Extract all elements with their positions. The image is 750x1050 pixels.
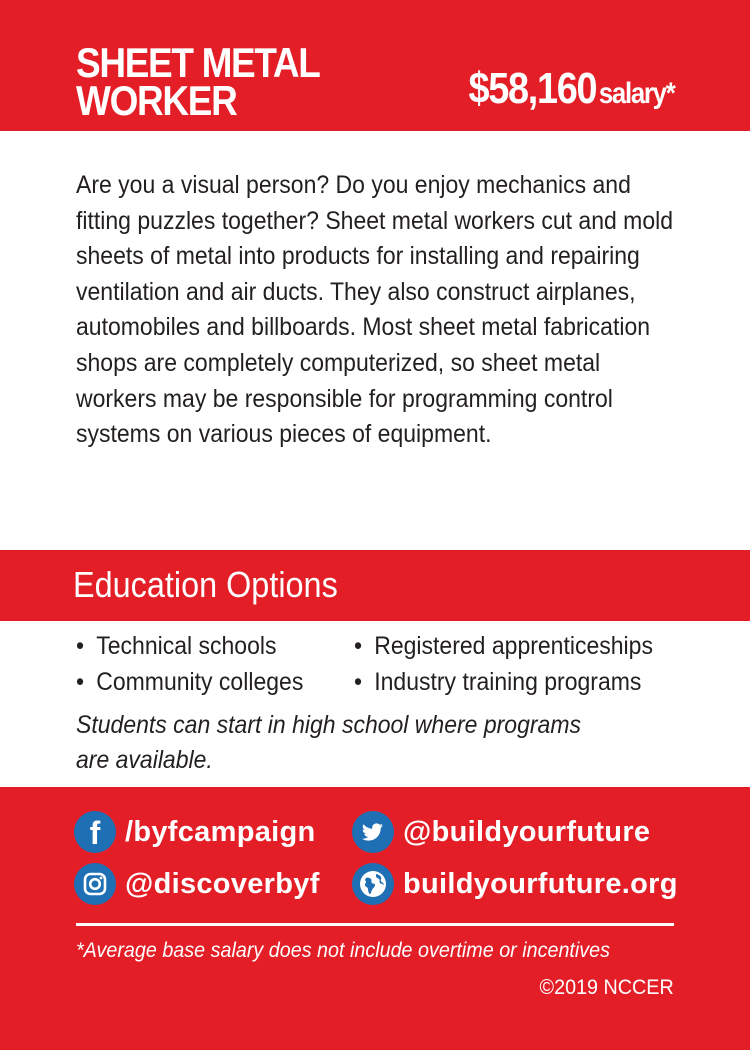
- education-title: Education Options: [73, 564, 338, 605]
- salary-disclaimer: *Average base salary does not include overtime or incentives: [76, 939, 611, 962]
- education-item-label: Technical schools: [96, 632, 277, 660]
- bullet: •: [76, 632, 85, 660]
- education-item: [76, 632, 277, 661]
- education-item: [354, 668, 641, 697]
- website-url: buildyourfuture.org: [403, 867, 678, 900]
- facebook-icon: [74, 811, 116, 853]
- job-description: Are you a visual person? Do you enjoy mechanics and fitting puzzles together? Sheet metal workers cut and mold sheets of metal into products for installing and repairing ventilation and air ducts. They also construct airplanes, automobiles and billboards. Most sheet metal fabrication shops are completely computerized, so sheet metal workers may be responsible for programming control systems on various pieces of equipment.: [76, 171, 674, 449]
- education-item: [354, 632, 653, 661]
- bullet: •: [354, 632, 363, 660]
- facebook-link[interactable]: [74, 811, 316, 853]
- header-bar: [0, 0, 750, 131]
- salary-label: salary*: [598, 77, 674, 110]
- globe-icon: [352, 863, 394, 905]
- facebook-handle: /byfcampaign: [125, 815, 316, 848]
- instagram-link[interactable]: [74, 863, 320, 905]
- salary-amount: $58,160: [468, 64, 596, 113]
- twitter-handle: @buildyourfuture: [403, 815, 651, 848]
- job-title: [76, 39, 366, 124]
- job-title-line-1: SHEET METAL: [76, 39, 320, 86]
- website-link[interactable]: [352, 863, 678, 905]
- salary: [468, 64, 674, 114]
- bullet: •: [354, 668, 363, 696]
- instagram-icon: [74, 863, 116, 905]
- education-item-label: Registered apprenticeships: [374, 632, 653, 660]
- footer: [0, 787, 750, 1050]
- instagram-handle: @discoverbyf: [125, 867, 320, 900]
- job-title-line-2: WORKER: [76, 77, 237, 124]
- education-item-label: Community colleges: [96, 668, 304, 696]
- twitter-icon: [352, 811, 394, 853]
- svg-text:f: f: [89, 815, 101, 851]
- education-item: [76, 668, 303, 697]
- education-item-label: Industry training programs: [374, 668, 642, 696]
- copyright: ©2019 NCCER: [539, 976, 674, 999]
- education-note: Students can start in high school where programs are available.: [76, 711, 581, 774]
- footer-divider: [76, 923, 674, 926]
- bullet: •: [76, 668, 85, 696]
- twitter-link[interactable]: [352, 811, 650, 853]
